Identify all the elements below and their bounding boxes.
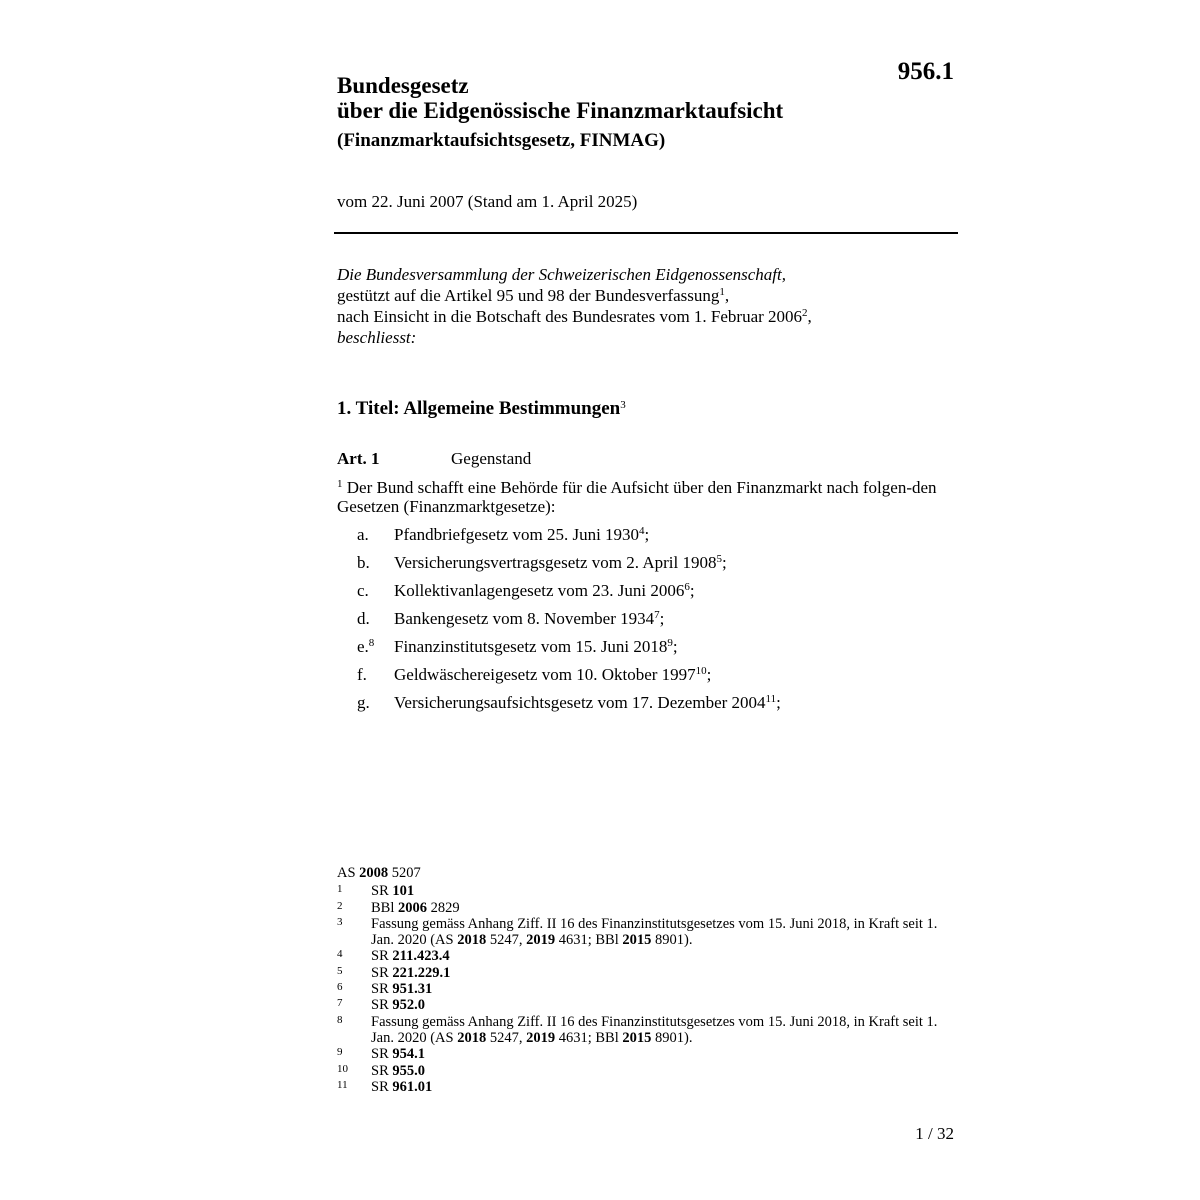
list-letter: g.	[357, 693, 370, 712]
title-short: (Finanzmarktaufsichtsgesetz, FINMAG)	[337, 130, 666, 151]
list-item	[357, 609, 957, 637]
footnote-ref[interactable]: 3	[620, 399, 626, 411]
list-letter: b.	[357, 553, 370, 572]
preamble-line-3: nach Einsicht in die Botschaft des Bundesrates vom 1. Februar 2006$^2$,	[337, 307, 812, 326]
list-text: Bankengesetz vom 8. November 1934$^7$;	[394, 609, 665, 628]
article-number: Art. 1	[337, 449, 380, 468]
preamble-line-1: Die Bundesversammlung der Schweizerischen Eidgenossenschaft,	[337, 265, 786, 284]
footnote-ref[interactable]: 8	[368, 637, 375, 649]
sr-number: 956.1	[897, 58, 954, 85]
list-letter: e.$^8$	[357, 637, 375, 656]
article-1-header	[337, 449, 531, 469]
footnotes	[337, 865, 957, 1095]
footnote-ref[interactable]: 6	[684, 581, 690, 593]
list-letter: c.	[357, 581, 369, 600]
header-rule	[334, 232, 958, 234]
footnote-ref[interactable]: 10	[695, 665, 707, 677]
list-item	[357, 637, 957, 665]
list-item	[357, 693, 957, 721]
preamble	[337, 264, 957, 348]
title-line-2: über die Eidgenössische Finanzmarktaufsicht	[337, 98, 784, 123]
footnote-3: 3 Fassung gemäss Anhang Ziff. II 16 des Finanzinstitutsgesetzes vom 15. Juni 2018, in Kraft seit 1. Jan. 2020 (AS 2018 5247, 2019 4631; BBl 2015 8901).	[337, 915, 938, 949]
footnote-2: 2 BBl 2006 2829	[337, 899, 460, 916]
footnote-ref[interactable]: 5	[716, 553, 722, 565]
title-block	[337, 73, 897, 153]
footnote-10: 10 SR 955.0	[337, 1062, 425, 1079]
list-item	[357, 665, 957, 693]
footnote-ref[interactable]: 11	[765, 693, 777, 705]
page-number: 1 / 32	[915, 1124, 954, 1143]
footnote-9: 9 SR 954.1	[337, 1046, 425, 1063]
footnote-ref[interactable]: 2	[802, 307, 808, 319]
list-text: Pfandbriefgesetz vom 25. Juni 1930$^4$;	[394, 525, 650, 544]
footnote-ref[interactable]: 1	[719, 286, 725, 298]
as-reference: AS 2008 5207	[337, 865, 421, 881]
title-line-1: Bundesgesetz	[337, 73, 469, 98]
footnote-7: 7 SR 952.0	[337, 997, 425, 1014]
preamble-line-2: gestützt auf die Artikel 95 und 98 der Bundesverfassung$^1$,	[337, 286, 730, 305]
finanzmarktgesetze-list	[357, 525, 957, 721]
preamble-line-4: beschliesst:	[337, 328, 417, 347]
list-item	[357, 525, 957, 553]
list-letter: f.	[357, 665, 367, 684]
date-line: vom 22. Juni 2007 (Stand am 1. April 2025)	[337, 192, 638, 211]
footnote-4: 4 SR 211.423.4	[337, 948, 450, 965]
list-letter: a.	[357, 525, 369, 544]
list-text: Geldwäschereigesetz vom 10. Oktober 1997$^{10}$;	[394, 665, 712, 684]
footnote-ref[interactable]: 7	[654, 609, 660, 621]
list-item	[357, 553, 957, 581]
footnote-5: 5 SR 221.229.1	[337, 964, 451, 981]
list-text: Versicherungsvertragsgesetz vom 2. April 1908$^5$;	[394, 553, 727, 572]
list-text: Versicherungsaufsichtsgesetz vom 17. Dezember 2004$^{11}$;	[394, 693, 781, 712]
footnote-1: 1 SR 101	[337, 883, 415, 900]
title-1-heading: 1. Titel: Allgemeine Bestimmungen$^3$	[337, 398, 626, 419]
footnote-11: 11 SR 961.01	[337, 1078, 433, 1095]
article-subject: Gegenstand	[451, 449, 532, 468]
list-letter: d.	[357, 609, 370, 628]
article-1-paragraph-1: $^1$ Der Bund schafft eine Behörde für die Aufsicht über den Finanzmarkt nach folgen-den Gesetzen (Finanzmarktgesetze):	[337, 478, 937, 516]
list-text: Kollektivanlagengesetz vom 23. Juni 2006$^6$;	[394, 581, 695, 600]
paragraph-number: 1	[337, 478, 343, 490]
footnote-8: 8 Fassung gemäss Anhang Ziff. II 16 des Finanzinstitutsgesetzes vom 15. Juni 2018, in Kraft seit 1. Jan. 2020 (AS 2018 5247, 2019 4631; BBl 2015 8901).	[337, 1013, 938, 1046]
footnote-ref[interactable]: 4	[639, 525, 645, 537]
footnote-ref[interactable]: 9	[667, 637, 673, 649]
list-text: Finanzinstitutsgesetz vom 15. Juni 2018$^9$;	[394, 637, 678, 656]
footnote-6: 6 SR 951.31	[337, 981, 433, 998]
list-item	[357, 581, 957, 609]
